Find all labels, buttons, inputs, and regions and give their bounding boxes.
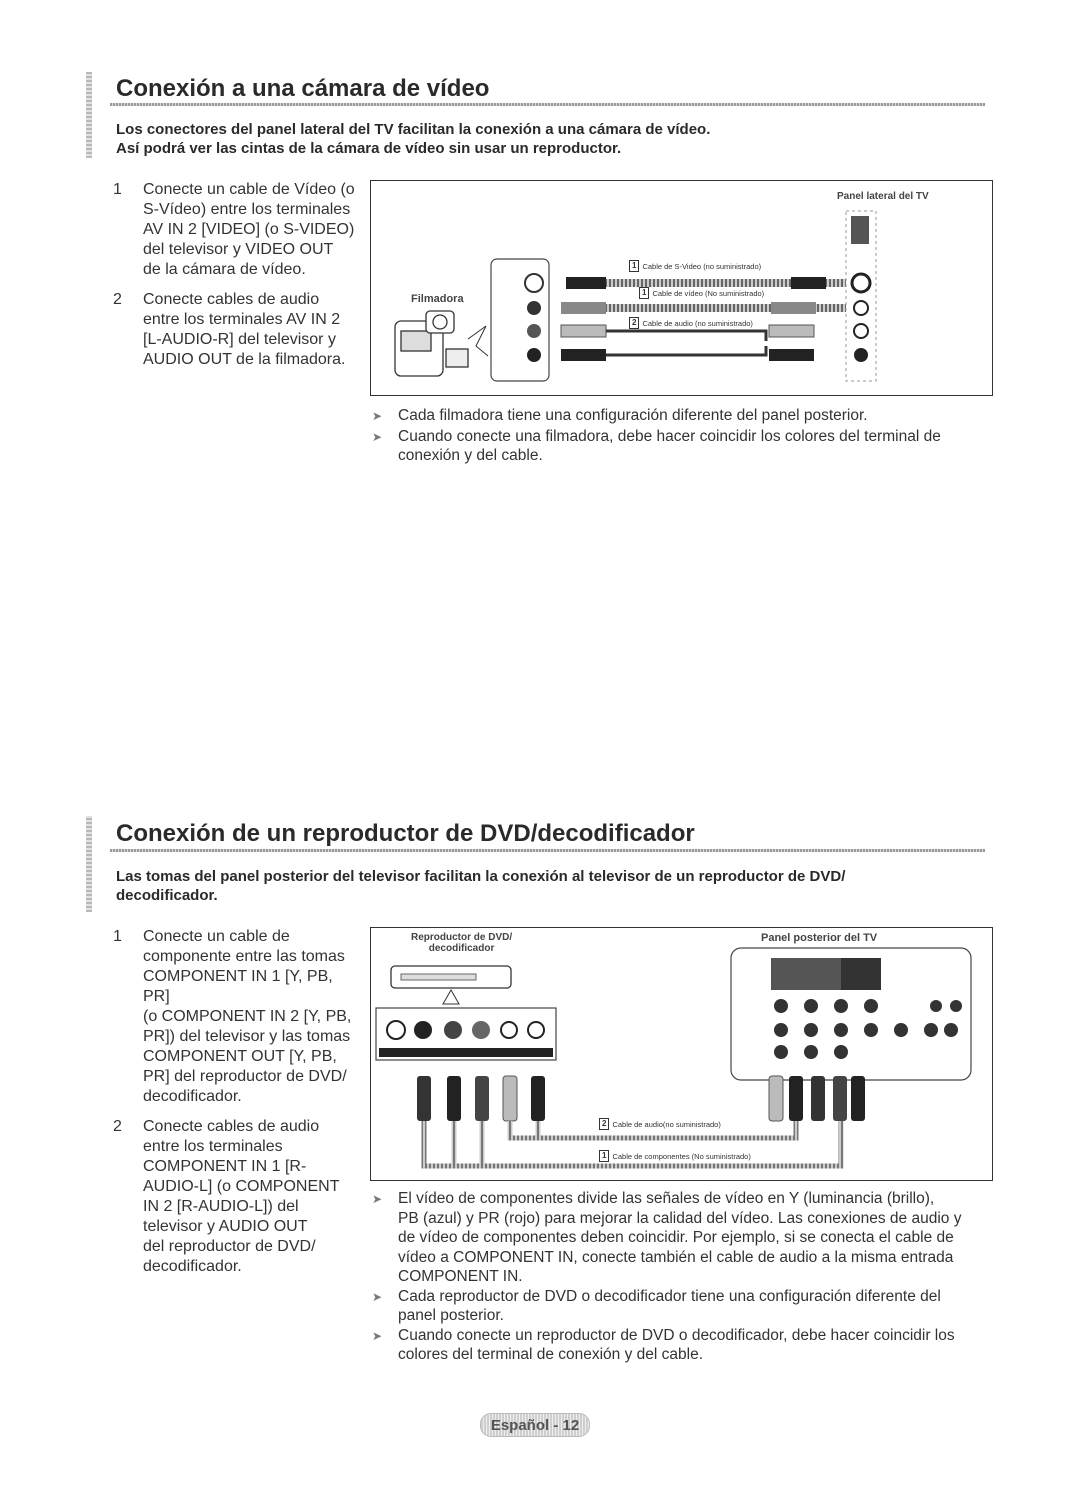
- dvd-player-label: Reproductor de DVD/ decodificador: [411, 932, 513, 954]
- audio-out-r-jack: [527, 348, 541, 362]
- tv-side-panel-label: Panel lateral del TV: [837, 191, 929, 202]
- section2-note-1: [372, 1189, 998, 1287]
- tv-audio-r-jack: [854, 348, 868, 362]
- dvd-connection-diagram: [370, 927, 993, 1181]
- audio-cable-badge-2: 2: [599, 1118, 609, 1130]
- audio-cable-text-2: Cable de audio(no suministrado): [612, 1119, 721, 1129]
- section1-steps: [113, 180, 363, 380]
- arrow-right-icon: ➤: [372, 1289, 383, 1304]
- section1-title-bar: [86, 72, 92, 158]
- step-number: 1: [113, 181, 122, 198]
- audio-cable-label: [629, 317, 753, 329]
- note-text: Cada filmadora tiene una configuración diferente del panel posterior.: [398, 407, 868, 424]
- video-cable-text: Cable de vídeo (No suministrado): [652, 288, 765, 298]
- step-text: Conecte un cable de componente entre las tomas COMPONENT IN 1 [Y, PB, PR] (o COMPONENT IN 2 [Y, PB, PR]) del televisor y las tomas COMPONENT OUT [Y, PB, PR] del reproductor de DVD/ decodificador.: [143, 928, 352, 1105]
- section1-note-2: [372, 427, 998, 466]
- section1-notes: [372, 406, 998, 466]
- section1-step-1: [113, 180, 363, 280]
- section1-intro: Los conectores del panel lateral del TV facilitan la conexión a una cámara de vídeo. Así podrá ver las cintas de la cámara de vídeo sin usar un reproductor.: [116, 121, 711, 157]
- section2-note-2: [372, 1287, 998, 1326]
- component-cable-badge: 1: [599, 1150, 609, 1162]
- step-text: Conecte cables de audio entre los terminales COMPONENT IN 1 [R- AUDIO-L] (o COMPONENT IN 2 [R-AUDIO-L]) del televisor y AUDIO OUT del reproductor de DVD/ decodificador.: [143, 1118, 340, 1275]
- section2-title-bar: [86, 816, 92, 912]
- section2-notes: [372, 1189, 998, 1365]
- camcorder-label: Filmadora: [411, 293, 464, 305]
- arrow-right-icon: ➤: [372, 409, 383, 423]
- video-cable-badge: 1: [639, 287, 649, 299]
- svideo-cable-label: [629, 260, 761, 272]
- note-text: Cuando conecte una filmadora, debe hacer coincidir los colores del terminal de conexión y del cable.: [398, 427, 941, 464]
- dvd-diagram-drawing: [371, 928, 992, 1180]
- section1-step-2: [113, 290, 363, 370]
- note-text: El vídeo de componentes divide las señales de vídeo en Y (luminancia (brillo), PB (azul) y PR (rojo) para mejorar la calidad del vídeo. Las conexiones de audio y de vídeo de componentes deben coincidir. Por ejemplo, si se conecta el cable de vídeo a COMPONENT IN, conecte también el cable de audio a la misma entrada COMPONENT IN.: [398, 1190, 962, 1285]
- camcorder-connection-diagram: [370, 180, 993, 396]
- section2-steps: [113, 927, 363, 1287]
- section2-step-2: [113, 1117, 363, 1277]
- arrow-right-icon: ➤: [372, 1192, 383, 1206]
- arrow-right-icon: ➤: [372, 1328, 383, 1343]
- component-cable-label: [599, 1150, 751, 1162]
- tv-rear-panel-label: Panel posterior del TV: [761, 932, 878, 944]
- tv-cable-plugs: [769, 1076, 865, 1121]
- section2-title-rule: [110, 849, 985, 852]
- section2-intro: Las tomas del panel posterior del televisor facilitan la conexión al televisor de un reproductor de DVD/ decodificador.: [116, 868, 846, 904]
- note-text: Cuando conecte un reproductor de DVD o decodificador, debe hacer coincidir los colores del terminal de conexión y del cable.: [398, 1326, 955, 1363]
- section1-note-1: [372, 406, 998, 427]
- svideo-cable-text: Cable de S-Video (no suministrado): [642, 261, 762, 271]
- step-number: 1: [113, 928, 122, 945]
- audio-cable-badge: 2: [629, 317, 639, 329]
- arrow-right-icon: ➤: [372, 429, 383, 444]
- video-cable: [561, 302, 846, 314]
- section2-step-1: [113, 927, 363, 1107]
- page-number-badge: Español - 12: [480, 1413, 590, 1437]
- video-cable-label: [639, 287, 764, 299]
- video-out-jack: [527, 301, 541, 315]
- step-text: Conecte cables de audio entre los terminales AV IN 2 [L-AUDIO-R] del televisor y AUDIO OUT de la filmadora.: [143, 291, 346, 368]
- section1-title-rule: [110, 103, 985, 106]
- svideo-cable-badge: 1: [629, 260, 639, 272]
- section2-title: Conexión de un reproductor de DVD/decodificador: [116, 820, 695, 847]
- audio-cable-text: Cable de audio (no suministrado): [642, 318, 753, 328]
- camcorder-icon: [395, 311, 468, 376]
- tv-video-jack: [854, 301, 868, 315]
- tv-audio-l-jack: [854, 324, 868, 338]
- step-number: 2: [113, 1118, 122, 1135]
- section1-title: Conexión a una cámara de vídeo: [116, 75, 490, 102]
- section2-note-3: [372, 1326, 998, 1365]
- note-text: Cada reproductor de DVD o decodificador tiene una configuración diferente del panel posterior.: [398, 1287, 941, 1324]
- tv-side-port: [851, 216, 869, 244]
- step-text: Conecte un cable de Vídeo (o S-Vídeo) entre los terminales AV IN 2 [VIDEO] (o S-VIDEO) del televisor y VIDEO OUT de la cámara de vídeo.: [143, 181, 355, 278]
- component-cable-text: Cable de componentes (No suministrado): [612, 1151, 751, 1161]
- dvd-cable-plugs: [417, 1076, 545, 1121]
- svideo-out-jack: [525, 274, 543, 292]
- audio-cable-label-2: [599, 1118, 721, 1130]
- audio-cable: [561, 325, 814, 361]
- audio-out-l-jack: [527, 324, 541, 338]
- tv-svideo-jack: [852, 274, 870, 292]
- step-number: 2: [113, 291, 122, 308]
